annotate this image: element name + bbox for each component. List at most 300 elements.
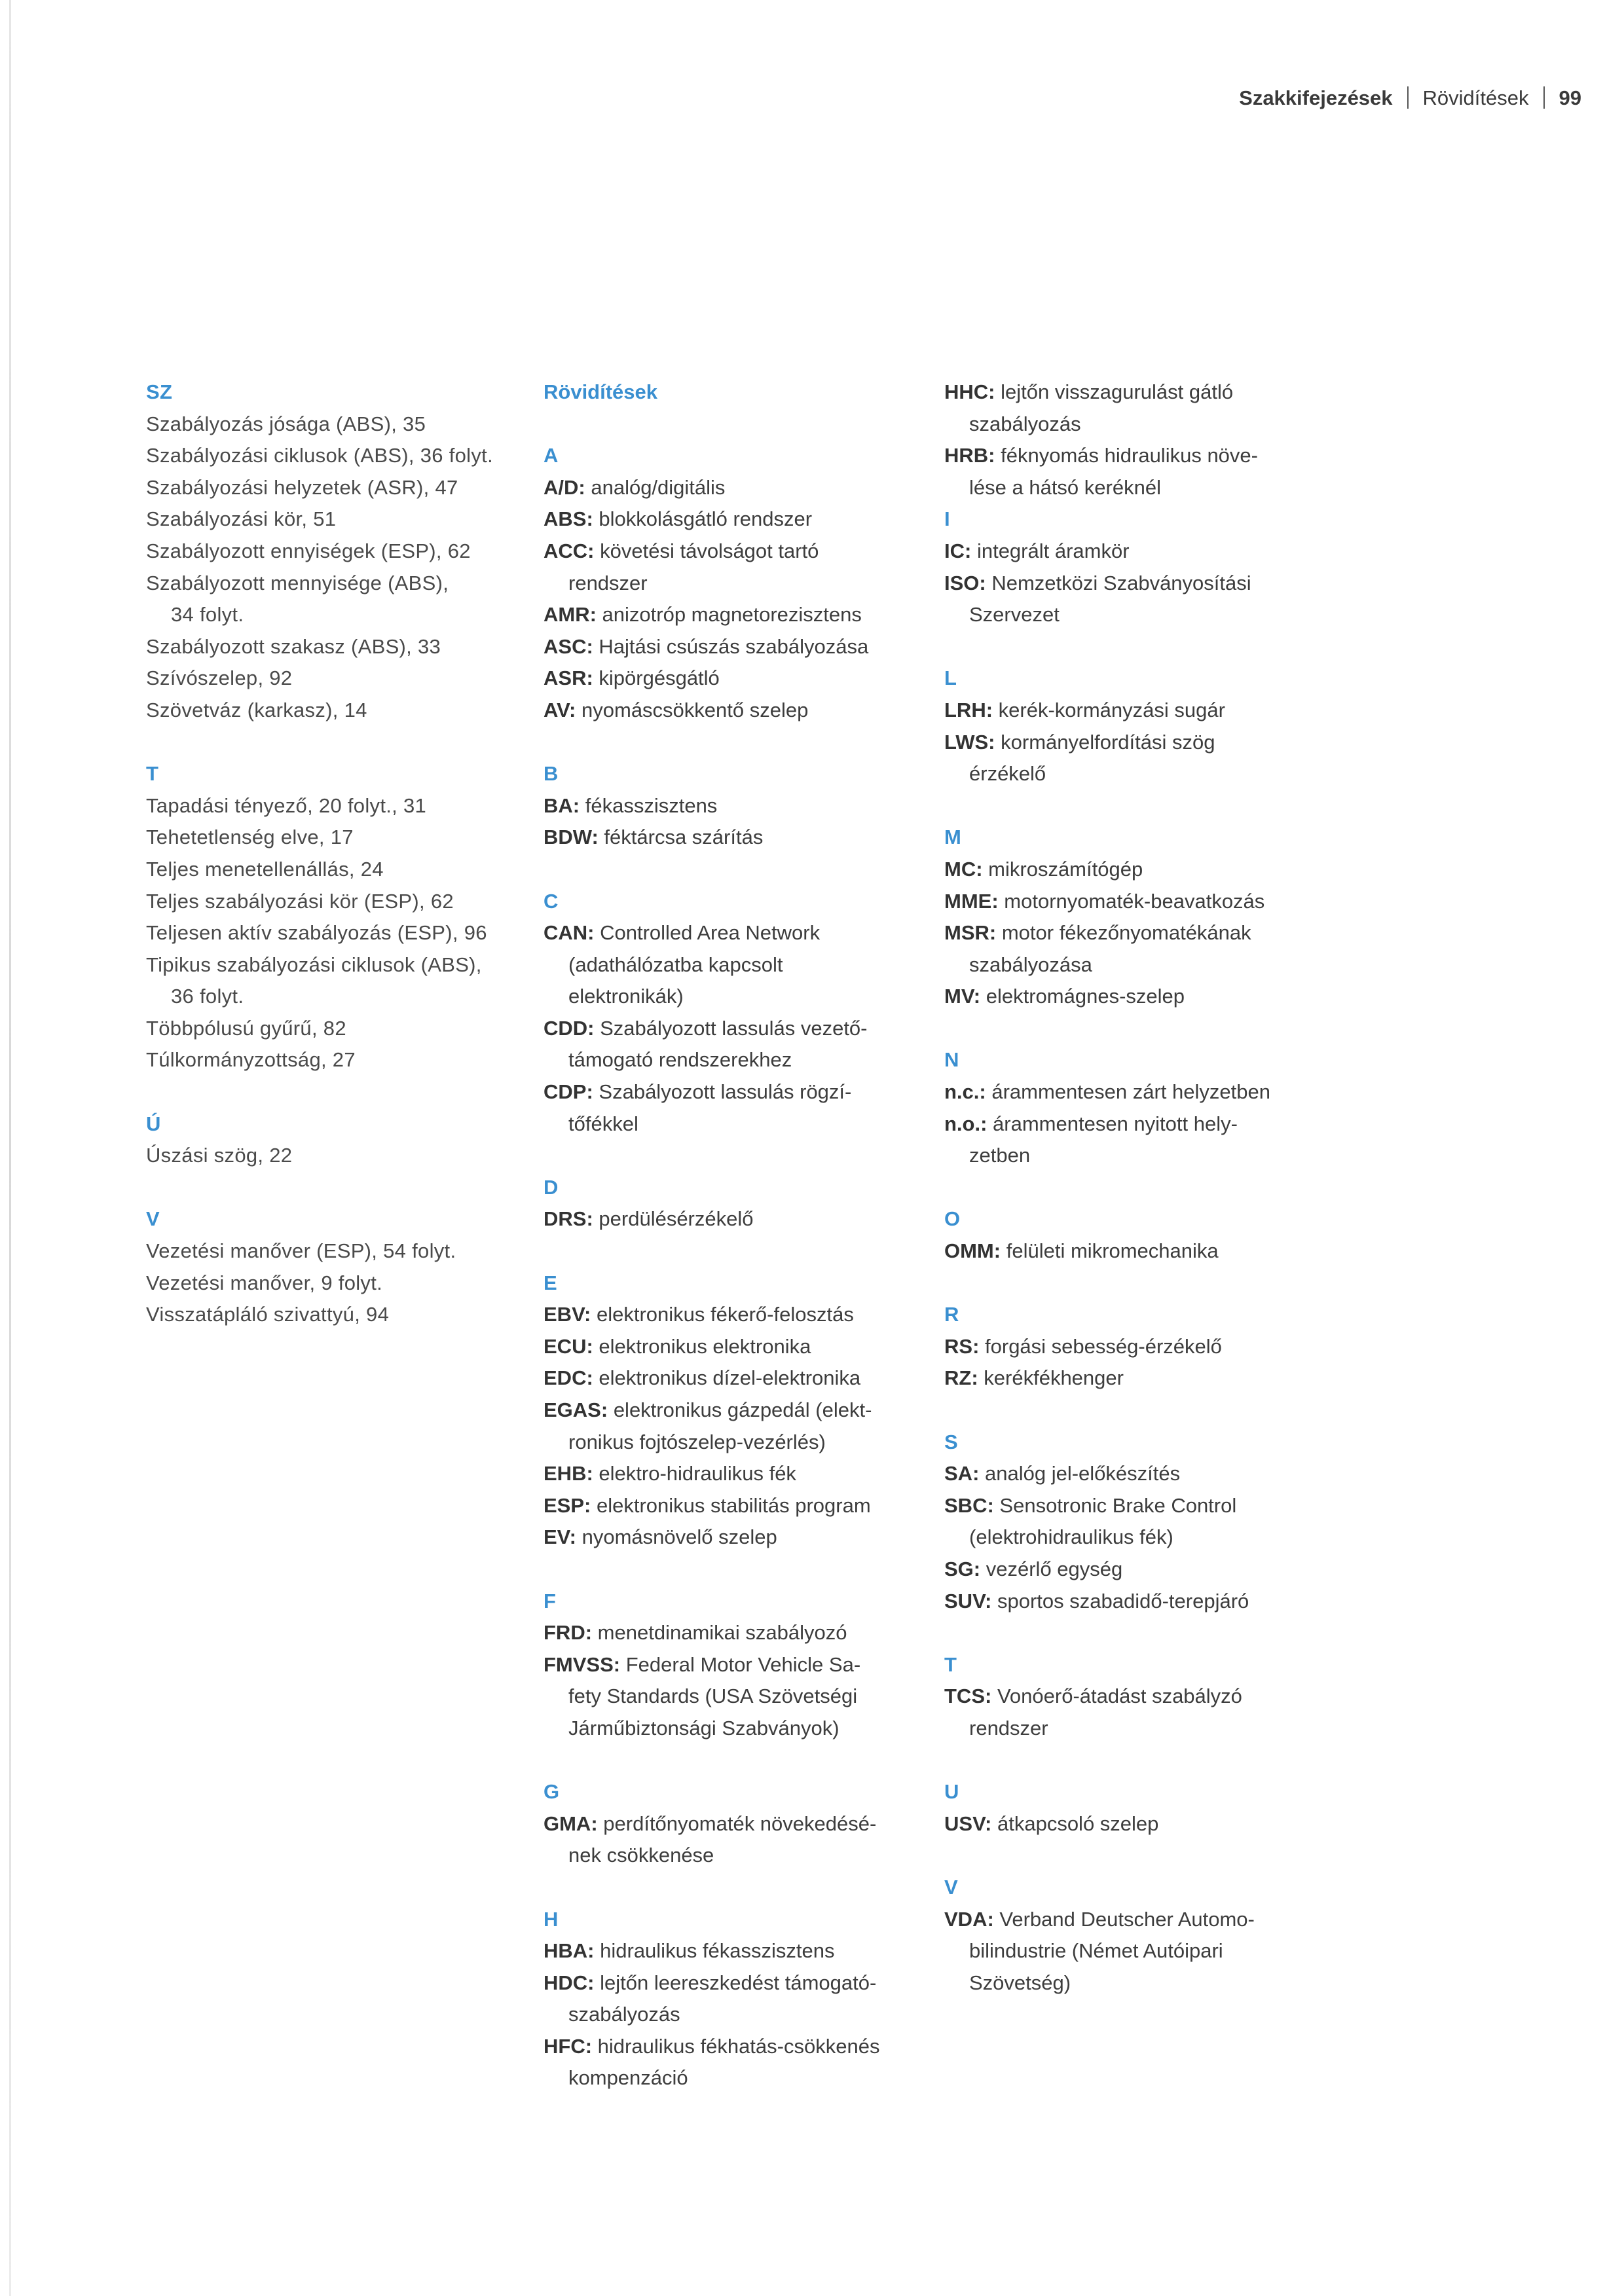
entry-line xyxy=(544,1713,936,1745)
entry-text: kerék-kormányzási sugár xyxy=(998,698,1225,721)
entry-text: Szövetség) xyxy=(969,1971,1071,1994)
section-letter: O xyxy=(944,1207,961,1231)
index-section xyxy=(944,1299,1337,1394)
entry-line xyxy=(544,1490,936,1522)
entry-text: Szabályozott ennyiségek (ESP), 62 xyxy=(146,539,471,562)
entry-text: elektronikák) xyxy=(568,985,684,1008)
index-section xyxy=(944,1044,1337,1171)
entry-text: Túlkormányzottság, 27 xyxy=(146,1048,356,1072)
entry-text: Szabályozási ciklusok (ABS), 36 folyt. xyxy=(146,444,493,467)
entry-line xyxy=(944,1108,1337,1140)
abbreviation: CDP: xyxy=(544,1080,593,1104)
entry-line xyxy=(544,1617,936,1649)
abbreviation-entry xyxy=(544,1076,936,1140)
index-section xyxy=(944,1427,1337,1618)
entry-line xyxy=(146,503,539,536)
abbreviation-entry xyxy=(544,631,936,663)
section-letter: L xyxy=(944,666,957,690)
entry-text: nyomásnövelő szelep xyxy=(581,1525,777,1549)
entry-text: átkapcsoló szelep xyxy=(997,1812,1159,1835)
entry-text: elektronikus fékerő-felosztás xyxy=(596,1303,854,1326)
abbreviation: EDC: xyxy=(544,1366,593,1390)
entry-text: árammentesen zárt helyzetben xyxy=(991,1080,1270,1104)
entry-text: (elektrohidraulikus fék) xyxy=(969,1525,1173,1549)
index-entry xyxy=(146,854,539,886)
abbreviation-entry xyxy=(544,822,936,854)
entry-line xyxy=(544,599,936,631)
entry-line xyxy=(146,1299,539,1331)
section-letter: T xyxy=(944,1652,957,1676)
entry-line xyxy=(544,1108,936,1140)
entry-line xyxy=(944,409,1337,441)
entry-line xyxy=(944,1586,1337,1618)
column-heading: Rövidítések xyxy=(544,380,658,403)
section-letter: H xyxy=(544,1907,559,1931)
abbreviation: CDD: xyxy=(544,1016,595,1040)
index-entry xyxy=(146,1299,539,1331)
index-column-1 xyxy=(146,376,539,1331)
entry-line xyxy=(544,822,936,854)
entry-line xyxy=(944,536,1337,568)
entry-text: szabályozás xyxy=(568,2003,680,2026)
header-section: Rövidítések xyxy=(1422,86,1529,109)
abbreviation: EBV: xyxy=(544,1303,591,1326)
abbreviation-entry xyxy=(544,1203,936,1235)
abbreviation: RZ: xyxy=(944,1366,978,1390)
section-letter: I xyxy=(944,507,950,531)
abbreviation: FMVSS: xyxy=(544,1652,621,1676)
entry-text: Szabályozási kör, 51 xyxy=(146,507,337,531)
entry-text: Szövetváz (karkasz), 14 xyxy=(146,698,367,721)
entry-line xyxy=(146,1267,539,1300)
abbreviation: MV: xyxy=(944,985,981,1008)
entry-line xyxy=(944,568,1337,600)
entry-text: Visszatápláló szivattyú, 94 xyxy=(146,1303,390,1326)
abbreviation-entry xyxy=(944,727,1337,790)
entry-line xyxy=(544,1808,936,1840)
abbreviation-entry xyxy=(944,1681,1337,1744)
abbreviation-entry xyxy=(944,1076,1337,1108)
entry-text: kormányelfordítási szög xyxy=(1001,730,1215,754)
abbreviation: SBC: xyxy=(944,1493,994,1517)
entry-line xyxy=(544,1394,936,1427)
index-section xyxy=(944,376,1337,503)
entry-text: nyomáscsökkentő szelep xyxy=(581,698,809,721)
entry-text: Teljes szabályozási kör (ESP), 62 xyxy=(146,889,454,913)
page-number: 99 xyxy=(1559,86,1581,109)
entry-text: ronikus fojtószelep-vezérlés) xyxy=(568,1430,826,1453)
abbreviation-entry xyxy=(544,1617,936,1649)
entry-line xyxy=(944,440,1337,472)
abbreviations-column-1 xyxy=(544,376,936,2094)
abbreviation-entry xyxy=(544,1331,936,1363)
entry-text: szabályozása xyxy=(969,953,1092,976)
abbreviation: HBA: xyxy=(544,1939,595,1963)
section-letter: V xyxy=(146,1207,160,1231)
index-entry xyxy=(146,1140,539,1172)
abbreviation: MME: xyxy=(944,889,999,913)
index-entry xyxy=(146,1044,539,1076)
index-entry xyxy=(146,917,539,949)
entry-text: elektromágnes-szelep xyxy=(986,985,1185,1008)
abbreviation-entry xyxy=(944,376,1337,440)
entry-text: Tapadási tényező, 20 folyt., 31 xyxy=(146,793,427,817)
entry-text: Járműbiztonsági Szabványok) xyxy=(568,1716,840,1740)
index-section xyxy=(944,822,1337,1013)
abbreviation: ISO: xyxy=(944,571,986,594)
entry-line xyxy=(944,981,1337,1013)
abbreviation-entry xyxy=(544,1458,936,1490)
entry-line xyxy=(944,1140,1337,1172)
entry-line xyxy=(944,1935,1337,1967)
section-letter: N xyxy=(944,1048,959,1072)
header-divider xyxy=(1543,86,1545,109)
entry-line xyxy=(944,1904,1337,1936)
index-entry xyxy=(146,695,539,727)
entry-text: 36 folyt. xyxy=(171,985,244,1008)
entry-text: Teljesen aktív szabályozás (ESP), 96 xyxy=(146,921,487,945)
entry-text: kerékfékhenger xyxy=(984,1366,1124,1390)
section-letter: Ú xyxy=(146,1112,161,1135)
entry-line xyxy=(146,599,539,631)
entry-text: hidraulikus fékhatás-csökkenés xyxy=(597,2034,880,2058)
abbreviation: BA: xyxy=(544,793,580,817)
abbreviation-entry xyxy=(544,1808,936,1872)
abbreviation: ASR: xyxy=(544,666,593,690)
entry-text: Tipikus szabályozási ciklusok (ABS), xyxy=(146,953,482,976)
abbreviation: EGAS: xyxy=(544,1398,608,1421)
entry-text: menetdinamikai szabályozó xyxy=(597,1621,847,1645)
abbreviation-entry xyxy=(544,917,936,1013)
abbreviation-entry xyxy=(944,1235,1337,1267)
section-letter: E xyxy=(544,1271,557,1294)
entry-line xyxy=(944,949,1337,981)
entry-line xyxy=(544,981,936,1013)
abbreviation: HRB: xyxy=(944,444,995,467)
entry-text: Szabályozott lassulás rögzí- xyxy=(599,1080,852,1104)
abbreviation: OMM: xyxy=(944,1239,1001,1263)
entry-line xyxy=(146,886,539,918)
entry-text: Federal Motor Vehicle Sa- xyxy=(625,1652,861,1676)
entry-text: analóg jel-előkészítés xyxy=(985,1462,1181,1485)
entry-text: elektronikus gázpedál (elekt- xyxy=(613,1398,872,1421)
entry-line xyxy=(146,1013,539,1045)
entry-text: felületi mikromechanika xyxy=(1006,1239,1219,1263)
index-section xyxy=(544,1776,936,1872)
abbreviation-entry xyxy=(544,2031,936,2094)
entry-line xyxy=(146,949,539,981)
index-section xyxy=(146,758,539,1076)
entry-line xyxy=(544,1203,936,1235)
entry-line xyxy=(944,886,1337,918)
entry-line xyxy=(146,631,539,663)
entry-text: féktárcsa szárítás xyxy=(604,826,764,849)
index-section xyxy=(544,1267,936,1554)
abbreviation-entry xyxy=(944,854,1337,886)
entry-line xyxy=(944,1076,1337,1108)
entry-line xyxy=(544,503,936,536)
abbreviation-entry xyxy=(944,981,1337,1013)
abbreviation: FRD: xyxy=(544,1621,593,1645)
entry-line xyxy=(944,1490,1337,1522)
entry-text: Szabályozott mennyisége (ABS), xyxy=(146,571,449,594)
abbreviation: LWS: xyxy=(944,730,995,754)
entry-text: motor fékezőnyomatékának xyxy=(1001,921,1251,945)
entry-line xyxy=(544,1427,936,1459)
index-entry xyxy=(146,822,539,854)
abbreviation: GMA: xyxy=(544,1812,598,1835)
abbreviation-entry xyxy=(944,1331,1337,1363)
abbreviation-entry xyxy=(944,568,1337,631)
entry-text: Teljes menetellenállás, 24 xyxy=(146,857,384,881)
entry-line xyxy=(944,1554,1337,1586)
entry-text: mikroszámítógép xyxy=(988,857,1143,881)
abbreviations-column-2 xyxy=(944,376,1337,1999)
entry-text: blokkolásgátló rendszer xyxy=(599,507,813,531)
entry-text: Nemzetközi Szabványosítási xyxy=(991,571,1251,594)
abbreviation: MSR: xyxy=(944,921,997,945)
entry-line xyxy=(944,758,1337,790)
entry-text: integrált áramkör xyxy=(976,539,1130,562)
header-divider xyxy=(1407,86,1409,109)
abbreviation: ABS: xyxy=(544,507,593,531)
entry-line xyxy=(544,695,936,727)
entry-line xyxy=(944,1362,1337,1394)
abbreviation-entry xyxy=(544,1394,936,1458)
abbreviation: SA: xyxy=(944,1462,980,1485)
entry-line xyxy=(146,536,539,568)
entry-text: forgási sebesség-érzékelő xyxy=(985,1334,1222,1358)
entry-text: Vezetési manőver (ESP), 54 folyt. xyxy=(146,1239,456,1263)
entry-text: szabályozás xyxy=(969,412,1081,435)
section-letter: V xyxy=(944,1875,958,1899)
abbreviation: EV: xyxy=(544,1525,576,1549)
index-entry xyxy=(146,568,539,631)
abbreviation-entry xyxy=(544,663,936,695)
index-section xyxy=(544,1586,936,1745)
entry-line xyxy=(944,727,1337,759)
abbreviation: HDC: xyxy=(544,1971,595,1994)
entry-text: tőfékkel xyxy=(568,1112,638,1135)
entry-text: motornyomaték-beavatkozás xyxy=(1004,889,1265,913)
abbreviation-entry xyxy=(944,1490,1337,1554)
entry-line xyxy=(544,2031,936,2063)
entry-line xyxy=(544,631,936,663)
abbreviation: RS: xyxy=(944,1334,980,1358)
entry-text: kompenzáció xyxy=(568,2066,688,2090)
abbreviation: AV: xyxy=(544,698,576,721)
abbreviation-entry xyxy=(544,1649,936,1745)
abbreviation-entry xyxy=(544,536,936,599)
entry-line xyxy=(944,472,1337,504)
entry-text: rendszer xyxy=(969,1716,1048,1740)
entry-text: bilindustrie (Német Autóipari xyxy=(969,1939,1223,1963)
abbreviation: n.c.: xyxy=(944,1080,986,1104)
entry-line xyxy=(146,409,539,441)
entry-text: Úszási szög, 22 xyxy=(146,1144,293,1167)
running-header xyxy=(1239,86,1581,110)
abbreviation-entry xyxy=(544,790,936,822)
abbreviation: LRH: xyxy=(944,698,993,721)
abbreviation-entry xyxy=(544,1522,936,1554)
entry-line xyxy=(544,1044,936,1076)
entry-text: Vezetési manőver, 9 folyt. xyxy=(146,1271,383,1294)
entry-line xyxy=(944,1331,1337,1363)
entry-line xyxy=(544,1967,936,1999)
abbreviation: BDW: xyxy=(544,826,599,849)
entry-line xyxy=(544,1840,936,1872)
entry-line xyxy=(544,1362,936,1394)
abbreviation-entry xyxy=(544,599,936,631)
abbreviation-entry xyxy=(944,1808,1337,1840)
entry-text: Controlled Area Network xyxy=(600,921,821,945)
entry-line xyxy=(544,949,936,981)
entry-line xyxy=(146,790,539,822)
entry-text: támogató rendszerekhez xyxy=(568,1048,792,1072)
entry-text: elektro-hidraulikus fék xyxy=(599,1462,796,1485)
index-section xyxy=(944,1649,1337,1745)
abbreviation-entry xyxy=(544,472,936,504)
section-letter: R xyxy=(944,1303,959,1326)
abbreviation-entry xyxy=(544,695,936,727)
abbreviation: AMR: xyxy=(544,603,597,627)
index-section xyxy=(146,1108,539,1172)
entry-line xyxy=(944,1235,1337,1267)
section-letter: U xyxy=(944,1780,959,1804)
abbreviation: EHB: xyxy=(544,1462,593,1485)
abbreviation: HFC: xyxy=(544,2034,593,2058)
entry-line xyxy=(544,2062,936,2094)
entry-text: Szabályozás jósága (ABS), 35 xyxy=(146,412,426,435)
index-section xyxy=(944,663,1337,790)
abbreviation: IC: xyxy=(944,539,972,562)
entry-text: érzékelő xyxy=(969,762,1046,786)
entry-line xyxy=(146,854,539,886)
abbreviation: SUV: xyxy=(944,1589,992,1613)
entry-line xyxy=(544,1935,936,1967)
entry-line xyxy=(944,854,1337,886)
abbreviation: MC: xyxy=(944,857,983,881)
entry-text: fety Standards (USA Szövetségi xyxy=(568,1685,858,1708)
index-entry xyxy=(146,1235,539,1267)
index-section xyxy=(146,376,539,727)
abbreviation: TCS: xyxy=(944,1685,992,1708)
entry-text: perdítőnyomaték növekedésé- xyxy=(603,1812,877,1835)
entry-line xyxy=(544,1076,936,1108)
entry-text: (adathálózatba kapcsolt xyxy=(568,953,783,976)
entry-line xyxy=(544,1649,936,1681)
entry-text: hidraulikus fékasszisztens xyxy=(600,1939,835,1963)
entry-text: árammentesen nyitott hely- xyxy=(993,1112,1238,1135)
section-letter: C xyxy=(544,889,559,913)
entry-text: anizotróp magnetorezisztens xyxy=(602,603,862,627)
abbreviation: ASC: xyxy=(544,634,593,658)
entry-line xyxy=(544,1999,936,2031)
abbreviation-entry xyxy=(944,1554,1337,1586)
entry-line xyxy=(944,1522,1337,1554)
entry-line xyxy=(146,917,539,949)
abbreviation: n.o.: xyxy=(944,1112,987,1135)
abbreviation-entry xyxy=(944,536,1337,568)
entry-line xyxy=(944,1458,1337,1490)
entry-text: elektronikus dízel-elektronika xyxy=(599,1366,861,1390)
entry-line xyxy=(146,440,539,472)
entry-line xyxy=(944,1967,1337,1999)
entry-text: Szervezet xyxy=(969,603,1060,627)
index-section xyxy=(544,886,936,1140)
index-section xyxy=(944,503,1337,630)
abbreviation-entry xyxy=(544,1490,936,1522)
entry-text: követési távolságot tartó xyxy=(600,539,819,562)
entry-text: rendszer xyxy=(568,571,648,594)
entry-text: Szabályozott szakasz (ABS), 33 xyxy=(146,634,441,658)
section-letter: D xyxy=(544,1175,559,1199)
entry-line xyxy=(544,1458,936,1490)
abbreviation-entry xyxy=(544,1967,936,2031)
abbreviation: DRS: xyxy=(544,1207,593,1231)
header-chapter: Szakkifejezések xyxy=(1239,86,1393,109)
index-section xyxy=(146,1203,539,1330)
entry-line xyxy=(944,917,1337,949)
entry-text: Verband Deutscher Automo- xyxy=(999,1907,1255,1931)
abbreviation: ESP: xyxy=(544,1493,591,1517)
index-section xyxy=(944,1872,1337,1999)
entry-text: Tehetetlenség elve, 17 xyxy=(146,826,354,849)
abbreviation: USV: xyxy=(944,1812,992,1835)
abbreviation-entry xyxy=(544,1013,936,1076)
entry-line xyxy=(146,695,539,727)
abbreviation: HHC: xyxy=(944,380,995,403)
entry-text: kipörgésgátló xyxy=(599,666,720,690)
entry-text: nek csökkenése xyxy=(568,1844,714,1867)
section-letter: A xyxy=(544,444,559,467)
abbreviation: ACC: xyxy=(544,539,595,562)
entry-line xyxy=(544,472,936,504)
entry-text: zetben xyxy=(969,1144,1031,1167)
entry-line xyxy=(544,1013,936,1045)
abbreviation-entry xyxy=(544,1362,936,1394)
entry-text: Sensotronic Brake Control xyxy=(999,1493,1237,1517)
entry-line xyxy=(146,472,539,504)
index-entry xyxy=(146,536,539,568)
entry-text: elektronikus elektronika xyxy=(599,1334,811,1358)
index-section xyxy=(544,1172,936,1235)
entry-line xyxy=(146,1140,539,1172)
abbreviation-entry xyxy=(544,1935,936,1967)
index-section xyxy=(944,1776,1337,1840)
index-entry xyxy=(146,631,539,663)
entry-text: analóg/digitális xyxy=(591,475,726,499)
entry-line xyxy=(544,536,936,568)
section-letter: G xyxy=(544,1780,560,1804)
entry-line xyxy=(944,599,1337,631)
abbreviation: VDA: xyxy=(944,1907,994,1931)
entry-text: Szabályozási helyzetek (ASR), 47 xyxy=(146,475,458,499)
entry-line xyxy=(146,1044,539,1076)
index-section xyxy=(944,1203,1337,1267)
entry-line xyxy=(944,1808,1337,1840)
index-entry xyxy=(146,886,539,918)
index-section xyxy=(544,758,936,854)
abbreviation-entry xyxy=(944,1904,1337,1999)
entry-text: féknyomás hidraulikus növe- xyxy=(1001,444,1258,467)
index-entry xyxy=(146,790,539,822)
entry-text: lejtőn visszagurulást gátló xyxy=(1001,380,1234,403)
entry-line xyxy=(944,376,1337,409)
entry-text: Többpólusú gyűrű, 82 xyxy=(146,1016,346,1040)
index-section xyxy=(544,440,936,726)
entry-line xyxy=(544,1681,936,1713)
